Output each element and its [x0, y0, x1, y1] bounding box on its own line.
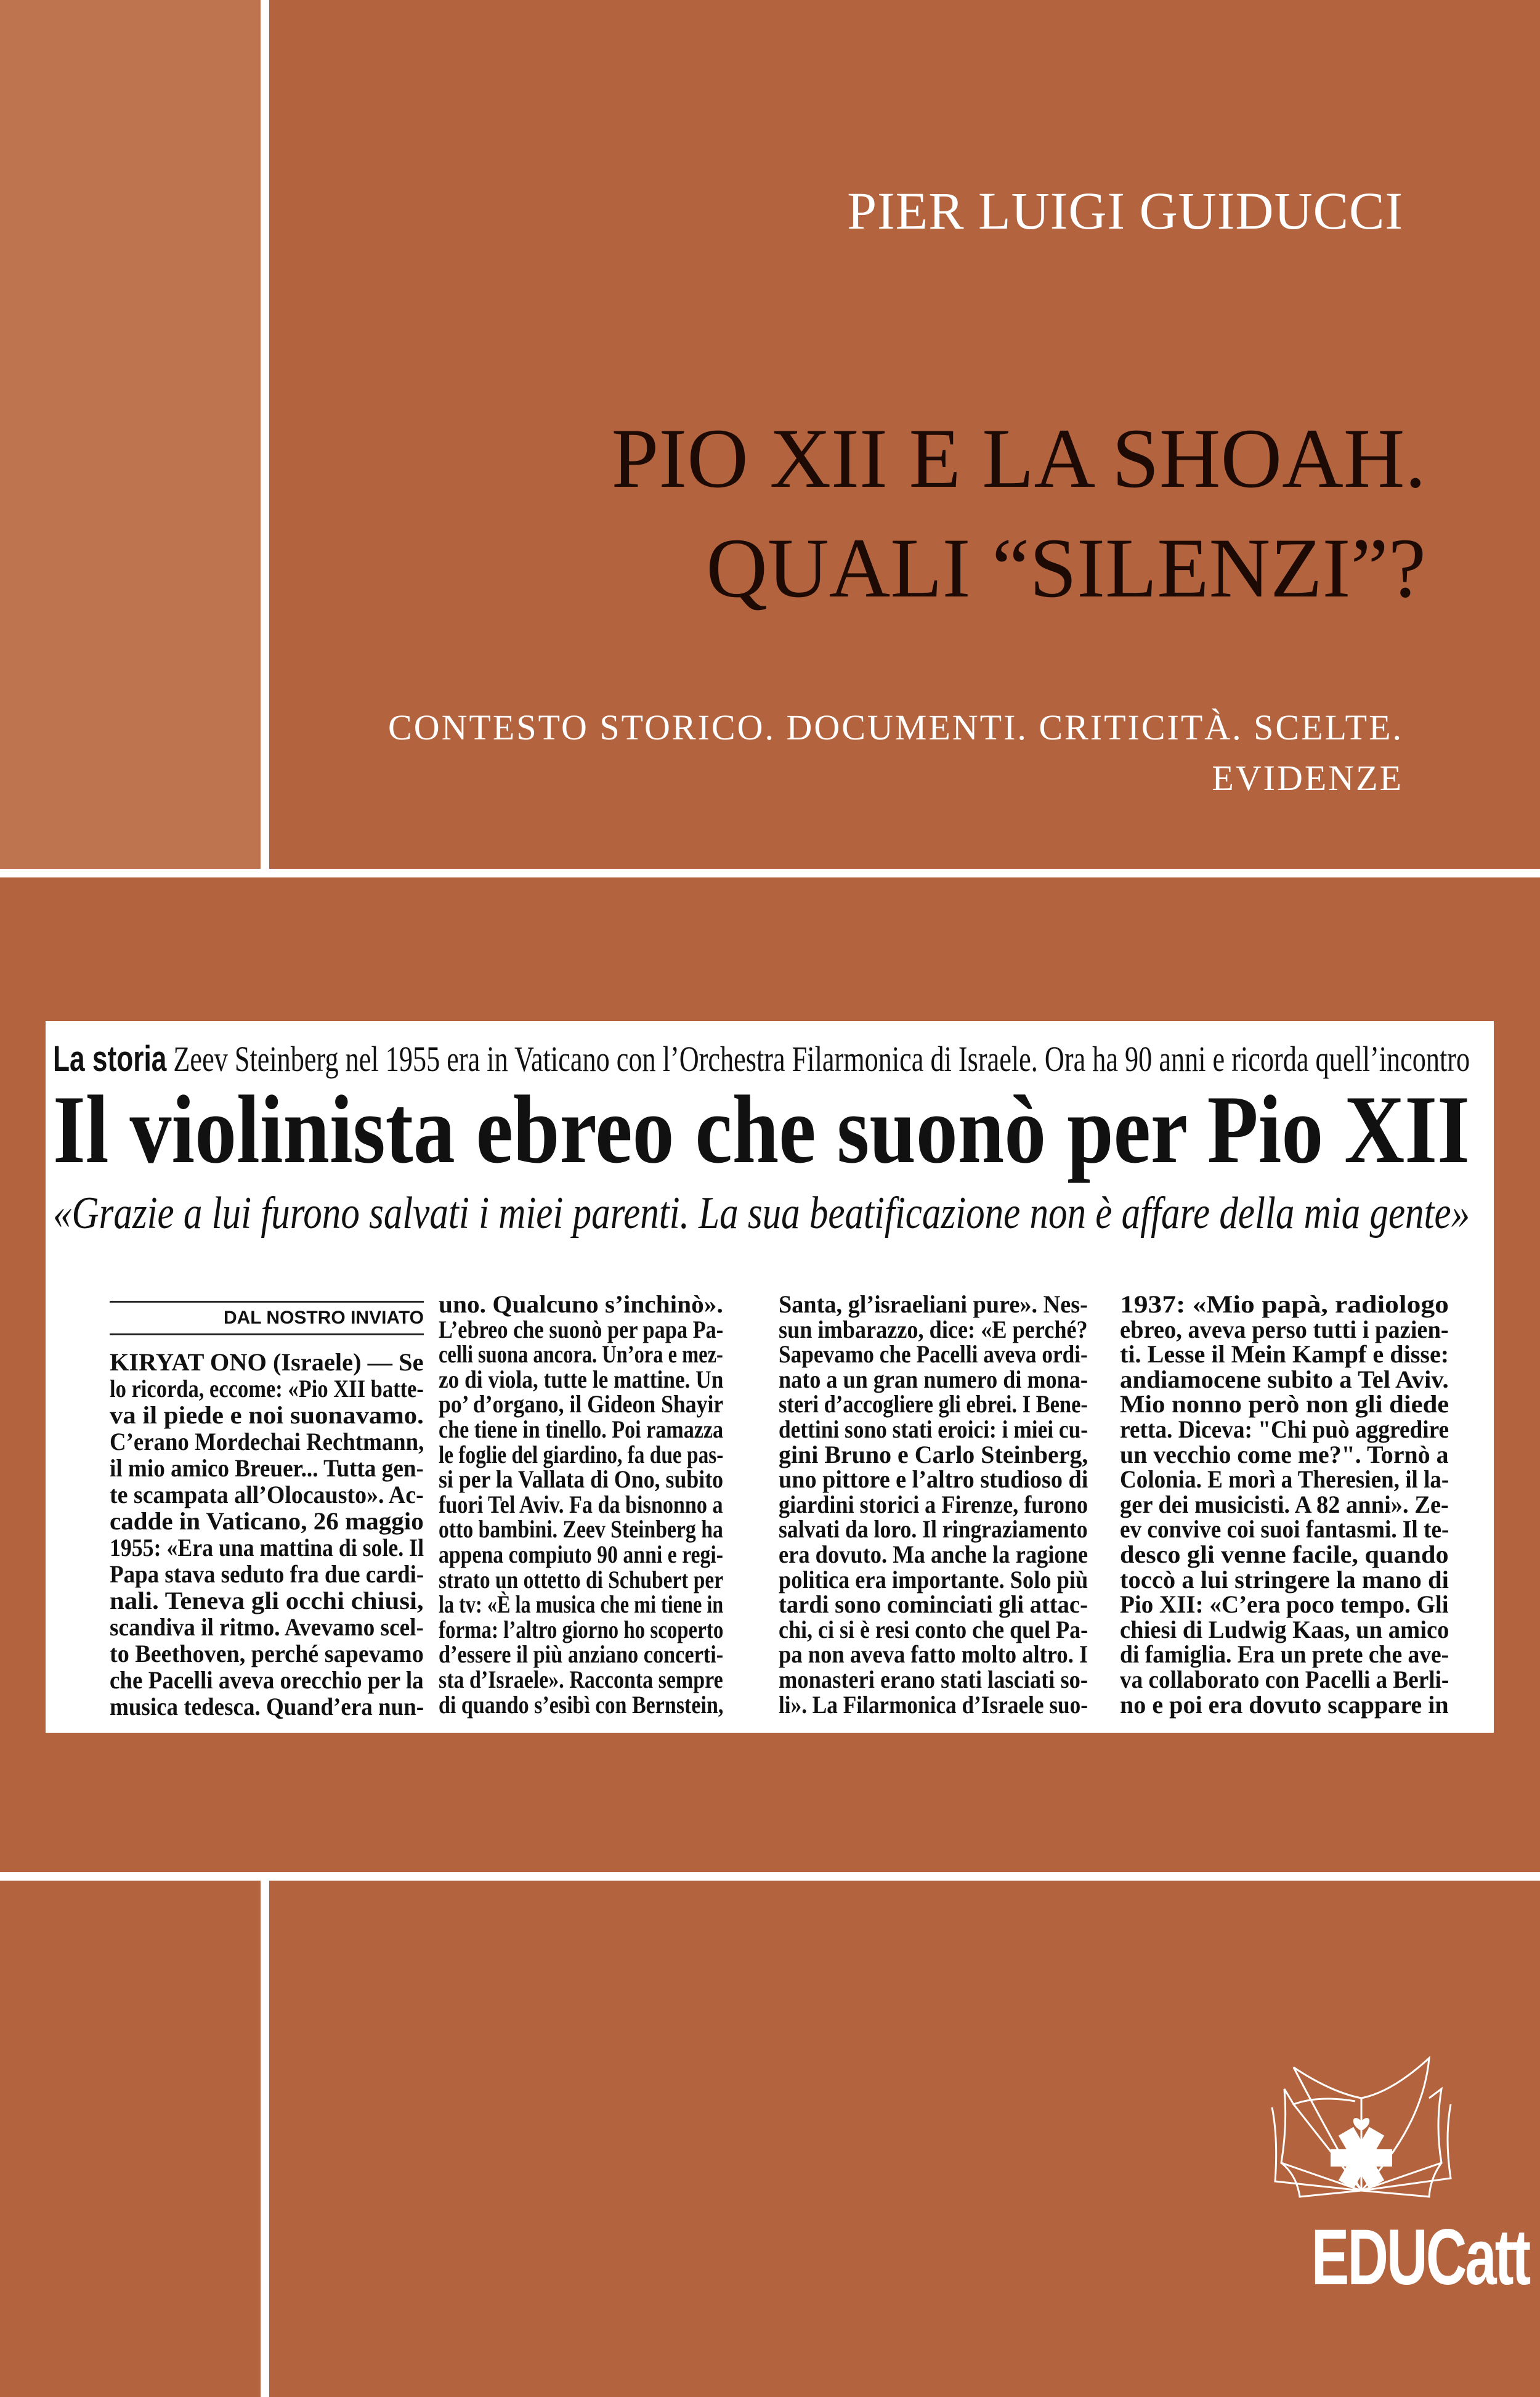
article-line: [1120, 1342, 1449, 1367]
subtitle-line-2: EVIDENZE: [1212, 758, 1403, 798]
article-line-text: politica era importante. Solo più: [779, 1565, 1088, 1593]
article-line-text: no e poi era dovuto scappare in: [1120, 1690, 1449, 1719]
article-line-text: d’essere il più anziano concerti-: [439, 1640, 723, 1669]
article-line: [1120, 1440, 1449, 1468]
article-column-1: [110, 1297, 424, 1733]
article-line: [439, 1592, 723, 1618]
article-line: [779, 1467, 1088, 1492]
article-line: [110, 1481, 424, 1508]
clipping-headline: [53, 1078, 1470, 1182]
article-line-text: andiamocene subito a Tel Aviv.: [1120, 1365, 1449, 1393]
byline: DAL NOSTRO INVIATO: [223, 1308, 424, 1328]
article-line: [110, 1587, 424, 1614]
article-column-2: [439, 1292, 723, 1733]
article-line: [110, 1375, 424, 1402]
article-line: [779, 1292, 1088, 1317]
article-line: [1120, 1417, 1449, 1443]
article-line: [1120, 1292, 1449, 1317]
article-line: [779, 1615, 1088, 1643]
article-line: [110, 1402, 424, 1428]
article-line: [779, 1690, 1088, 1719]
article-line-text: che Pacelli aveva orecchio per la: [110, 1666, 424, 1694]
article-line-text: pa non aveva fatto molto altro. I: [779, 1640, 1088, 1669]
article-line-text: ebreo, aveva perso tutti i pazien-: [1120, 1315, 1449, 1343]
article-line-text: nato a un gran numero di mona-: [779, 1365, 1088, 1393]
article-line-text: strato un ottetto di Schubert per: [439, 1565, 723, 1593]
article-line-text: desco gli venne facile, quando: [1120, 1540, 1449, 1568]
newspaper-clipping: [46, 1021, 1494, 1733]
article-line-text: che tiene in tinello. Poi ramazza: [439, 1415, 723, 1443]
article-column-4: [1120, 1292, 1449, 1733]
article-line-text: forma: l’altro giorno ho scoperto: [439, 1615, 723, 1643]
article-line: [110, 1561, 424, 1587]
article-line-text: chiesi di Ludwig Kaas, un amico: [1120, 1615, 1449, 1643]
article-line-text: gini Bruno e Carlo Steinberg,: [779, 1440, 1088, 1468]
article-line: [439, 1492, 723, 1518]
article-line-text: salvati da loro. Il ringraziamento: [779, 1515, 1088, 1544]
article-column-3: [779, 1292, 1088, 1733]
article-line: [439, 1417, 723, 1443]
article-line-text: nali. Teneva gli occhi chiusi,: [110, 1587, 424, 1614]
article-line-text: uno. Qualcuno s’inchinò».: [439, 1292, 723, 1318]
article-line: [439, 1565, 723, 1593]
article-line: [110, 1667, 424, 1693]
article-line: [779, 1667, 1088, 1693]
article-line: [439, 1642, 723, 1667]
article-line: [110, 1508, 424, 1534]
article-line-text: uno pittore e l’altro studioso di: [779, 1465, 1088, 1494]
clipping-deck: [53, 1187, 1470, 1240]
publisher-name-text: EDUCatt: [1311, 2213, 1530, 2301]
article-line: [779, 1592, 1088, 1618]
article-line-text: to Beethoven, perché sapevamo: [110, 1640, 424, 1667]
article-line-text: va il piede e noi suonavamo.: [110, 1401, 424, 1429]
article-line: [1120, 1642, 1449, 1667]
article-line: [110, 1428, 424, 1455]
vertical-divider-top: [261, 0, 269, 877]
article-line: [439, 1440, 723, 1468]
article-line-text: sun imbarazzo, dice: «E perché?: [779, 1315, 1088, 1343]
author-name: PIER LUIGI GUIDUCCI: [847, 181, 1403, 240]
article-line: [110, 1614, 424, 1640]
bottom-left-panel: [0, 1881, 261, 2397]
article-line-text: ev convive coi suoi fantasmi. Il te-: [1120, 1515, 1449, 1544]
article-line: [1120, 1367, 1449, 1393]
article-line: [779, 1642, 1088, 1667]
horizontal-divider-bottom: [0, 1872, 1540, 1881]
book-title: [612, 404, 1426, 623]
article-line: [1120, 1565, 1449, 1593]
book-subtitle: [388, 702, 1403, 804]
article-line: [439, 1615, 723, 1643]
article-line-text: KIRYAT ONO (Israele) — Se: [110, 1348, 424, 1376]
article-line: [439, 1667, 723, 1693]
byline-rule: [110, 1333, 424, 1335]
article-line: [439, 1542, 723, 1568]
article-line: [779, 1317, 1088, 1343]
article-line: [1120, 1592, 1449, 1618]
article-line-text: zo di viola, tutte le mattine. Un: [439, 1365, 723, 1393]
article-line: [779, 1417, 1088, 1443]
article-line-text: celli suona ancora. Un’ora e mez-: [439, 1340, 723, 1369]
article-line: [779, 1517, 1088, 1542]
article-line: [439, 1690, 723, 1719]
article-line: [779, 1440, 1088, 1468]
article-line-text: la tv: «È la musica che mi tiene in: [439, 1590, 723, 1619]
article-line: [779, 1542, 1088, 1568]
article-line-text: steri d’accogliere gli ebrei. I Bene-: [779, 1390, 1088, 1418]
top-left-panel: [0, 0, 261, 869]
article-line-text: te scampata all’Olocausto». Ac-: [110, 1481, 424, 1508]
article-line-text: le foglie del giardino, fa due pas-: [439, 1440, 723, 1468]
publisher-name: [1269, 2213, 1530, 2301]
article-line-text: Colonia. E morì a Theresien, il la-: [1120, 1465, 1449, 1494]
clipping-kicker: [53, 1038, 1470, 1080]
deck-text: «Grazie a lui furono salvati i miei parenti. La sua beatificazione non è affare della mia gente»: [53, 1188, 1470, 1239]
article-line-text: scandiva il ritmo. Avevamo scel-: [110, 1613, 424, 1641]
article-line-text: dettini sono stati eroici: i miei cu-: [779, 1415, 1088, 1443]
article-line-text: appena compiuto 90 anni e regi-: [439, 1540, 723, 1568]
article-line-text: otto bambini. Zeev Steinberg ha: [439, 1515, 723, 1544]
article-line-text: va collaborato con Pacelli a Berli-: [1120, 1665, 1449, 1693]
article-line: [439, 1467, 723, 1492]
article-line-text: Papa stava seduto fra due cardi-: [110, 1560, 424, 1588]
kicker-label: La storia: [53, 1039, 167, 1079]
publisher-logo: [1269, 2052, 1530, 2301]
article-line-text: C’erano Mordechai Rechtmann,: [110, 1428, 424, 1455]
article-line-text: 1955: «Era una mattina di sole. Il: [110, 1534, 424, 1561]
article-line: [779, 1342, 1088, 1367]
article-line-text: cadde in Vaticano, 26 maggio: [110, 1507, 424, 1535]
article-line-text: chi, ci si è resi conto che quel Pa-: [779, 1615, 1088, 1643]
article-line-text: ger dei musicisti. A 82 anni». Ze-: [1120, 1490, 1449, 1518]
article-line: [1120, 1317, 1449, 1343]
article-line: [110, 1349, 424, 1375]
article-line-text: Sapevamo che Pacelli aveva ordi-: [779, 1340, 1088, 1369]
article-line-text: si per la Vallata di Ono, subito: [439, 1465, 723, 1494]
article-line: [1120, 1667, 1449, 1693]
article-line: [1120, 1492, 1449, 1518]
subtitle-line-1: CONTESTO STORICO. DOCUMENTI. CRITICITÀ. SCELTE.: [388, 707, 1403, 747]
article-line-text: po’ d’organo, il Gideon Shayir: [439, 1390, 723, 1418]
article-line-text: di quando s’esibì con Bernstein,: [439, 1690, 723, 1719]
article-line: [439, 1392, 723, 1417]
article-line: [110, 1640, 424, 1667]
title-line-1: PIO XII E LA SHOAH.: [611, 411, 1426, 505]
title-line-2: QUALI “SILENZI”?: [706, 521, 1426, 615]
article-line-text: Mio nonno però non gli diede: [1120, 1390, 1449, 1418]
article-line-text: lo ricorda, eccome: «Pio XII batte-: [110, 1375, 424, 1402]
article-line: [439, 1317, 723, 1343]
article-line: [110, 1455, 424, 1481]
article-line-text: sta d’Israele». Racconta sempre: [439, 1665, 723, 1693]
article-line-text: ti. Lesse il Mein Kampf e disse:: [1120, 1340, 1449, 1369]
article-line: [1120, 1467, 1449, 1492]
article-line: [439, 1342, 723, 1367]
byline-rule: [110, 1301, 424, 1303]
kicker-text: Zeev Steinberg nel 1955 era in Vaticano con l’Orchestra Filarmonica di Israele. Ora ha 90 anni e ricorda quell’incontro: [173, 1039, 1470, 1079]
article-line-text: toccò a lui stringere la mano di: [1120, 1565, 1449, 1593]
article-line: [1120, 1615, 1449, 1643]
article-line-text: li». La Filarmonica d’Israele suo-: [779, 1690, 1088, 1719]
horizontal-divider-top: [0, 869, 1540, 877]
article-line: [1120, 1690, 1449, 1719]
article-line-text: tardi sono cominciati gli attac-: [779, 1590, 1088, 1619]
article-line-text: Santa, gl’israeliani pure». Nes-: [779, 1292, 1088, 1318]
article-line: [779, 1492, 1088, 1518]
article-line: [779, 1367, 1088, 1393]
vertical-divider-bottom: [261, 1872, 269, 2397]
article-line-text: monasteri erano stati lasciati so-: [779, 1665, 1088, 1693]
article-line-text: giardini storici a Firenze, furono: [779, 1490, 1088, 1518]
article-line: [779, 1392, 1088, 1417]
article-line-text: il mio amico Breuer... Tutta gen-: [110, 1454, 424, 1482]
article-line-text: un vecchio come me?". Tornò a: [1120, 1440, 1449, 1468]
article-line: [110, 1534, 424, 1561]
article-line: [110, 1693, 424, 1720]
article-line: [439, 1517, 723, 1542]
article-line-text: Pio XII: «C’era poco tempo. Gli: [1120, 1590, 1449, 1619]
article-line-text: 1937: «Mio papà, radiologo: [1120, 1292, 1449, 1318]
article-line: [1120, 1542, 1449, 1568]
headline-text: Il violinista ebreo che suonò per Pio XII: [53, 1076, 1470, 1184]
article-line: [1120, 1392, 1449, 1417]
article-line-text: retta. Diceva: "Chi può aggredire: [1120, 1415, 1449, 1443]
article-line-text: fuori Tel Aviv. Fa da bisnonno a: [439, 1490, 723, 1518]
article-line: [779, 1565, 1088, 1593]
article-line-text: L’ebreo che suonò per papa Pa-: [439, 1315, 723, 1343]
article-line-text: musica tedesca. Quand’era nun-: [110, 1693, 424, 1720]
article-line-text: era dovuto. Ma anche la ragione: [779, 1540, 1088, 1568]
article-line: [439, 1292, 723, 1317]
article-line: [1120, 1517, 1449, 1542]
open-book-with-star-icon: [1269, 2052, 1454, 2218]
article-line-text: di famiglia. Era un prete che ave-: [1120, 1640, 1449, 1669]
article-line: [439, 1367, 723, 1393]
